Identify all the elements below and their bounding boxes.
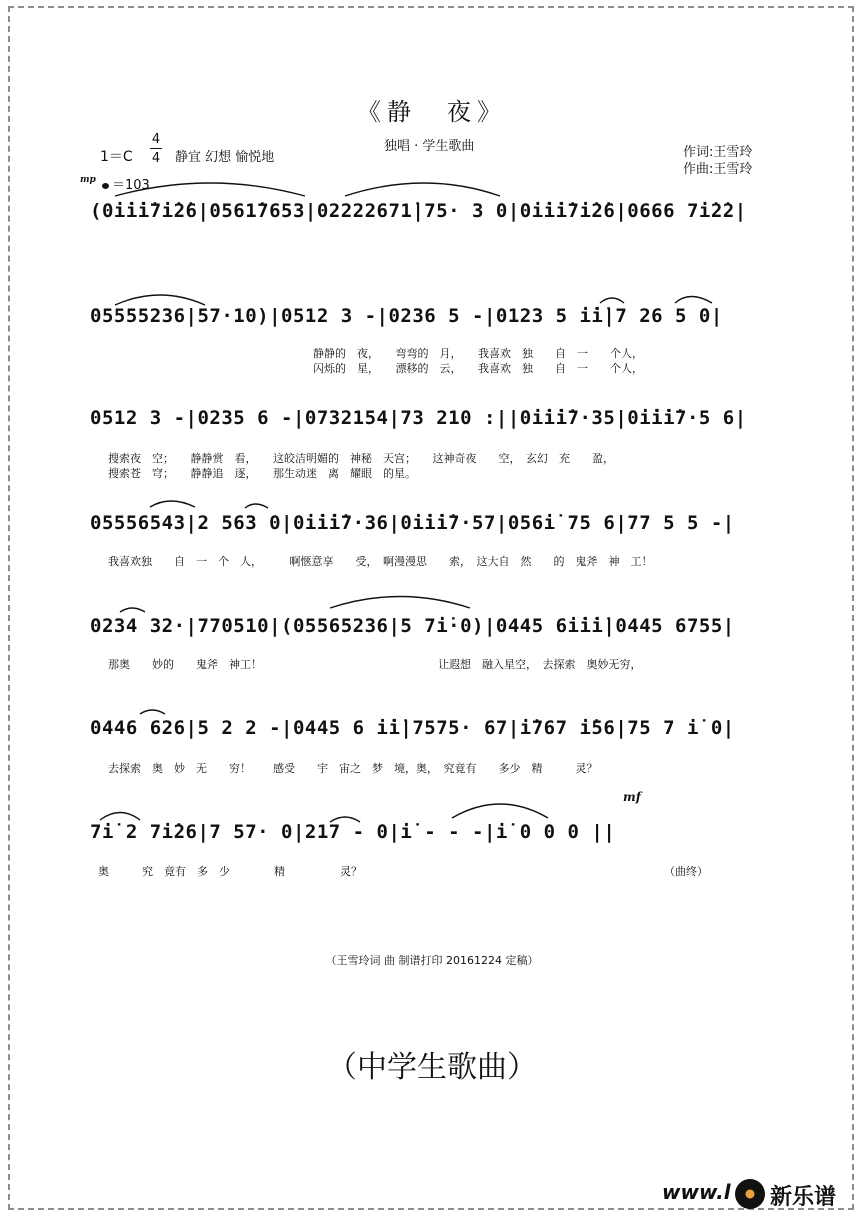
expression-mark: 静宜 幻想 愉悦地 [175, 150, 275, 165]
genre-label: （中学生歌曲） [327, 1050, 537, 1085]
footer-note: （王雪玲词 曲 制谱打印 20161224 定稿） [325, 954, 539, 967]
lyric-line: 去探索 奥 妙 无 穷！ 感受 宇 宙之 梦 境，奥， 究竟有 多少 精 灵？ [108, 762, 598, 775]
subtitle: 独唱 · 学生歌曲 [384, 139, 475, 154]
record-disc-icon [735, 1179, 765, 1209]
lyric-line: 奥 究 竟有 多 少 精 灵？ [98, 865, 362, 878]
composer-credit: 作曲:王雪玲 [683, 162, 753, 177]
key-signature: 1＝C [100, 149, 133, 165]
lyric-line: 静静的 夜， 弯弯的 月， 我喜欢 独 自 一 个人， [313, 347, 643, 360]
score-line-4: 05556543|2 563 0|0i̇i̇i̇7·36|0i̇i̇i̇7·57|056i̇ 75 6|77 5 5 -| [90, 512, 735, 534]
score-line-6: 0446 626|5 2 2 -|0445 6 i̇i̇|7575· 67|i̇767 i̇56|75 7 i̇ 0| [90, 717, 735, 739]
time-denominator: 4 [150, 148, 162, 165]
slur [675, 297, 712, 304]
watermark-url: www.l [662, 1180, 731, 1204]
slur [452, 804, 548, 818]
score-line-1: (0i̇i̇i̇7i̇2̇6|0561̇7653|02222671̇|75· 3 0|0i̇i̇i̇7i̇2̇6|0666 7i̇2̇2| [90, 200, 747, 222]
slur [100, 813, 140, 821]
slur [115, 183, 305, 196]
slur [115, 295, 205, 305]
lyric-line: 搜索夜 空； 静静赏 看， 这皎洁明媚的 神秘 天宫； 这神奇夜 空， 玄幻 充 盈， [108, 452, 614, 465]
lyricist-credit: 作词:王雪玲 [683, 145, 753, 160]
slur [600, 298, 624, 303]
slur [120, 608, 145, 612]
lyric-line: 搜索苍 穹； 静静追 逐， 那生动迷 离 耀眼 的星。 [108, 467, 416, 480]
slur [150, 501, 195, 507]
site-logo-text: 新乐谱 [770, 1185, 837, 1210]
slur [345, 183, 500, 196]
slur [140, 710, 165, 714]
song-title: 《静 夜》 [357, 98, 507, 126]
score-line-2: 05555236|57·10)|0512 3 -|0236 5 -|0123 5 i̇i̇|7 26 5 0| [90, 305, 723, 327]
tempo-value: ＝103 [112, 178, 150, 193]
slur [245, 504, 268, 508]
ending-mark: （曲终） [664, 865, 708, 878]
dynamics-mp: mp [80, 175, 96, 185]
score-line-7: 7i̇ 2 7i̇26|7 57· 0|217 - 0|i̇ - - -|i̇ 0 0 0 || [90, 821, 616, 843]
dynamics-mf: mf [623, 790, 641, 804]
time-numerator: 4 [151, 132, 161, 147]
score-line-3: 0512 3 -|0235 6 -|0732154|73 210 :||0i̇i̇i̇7·35|0i̇i̇i̇7·5 6| [90, 407, 747, 429]
slur [330, 597, 470, 609]
lyric-line: 我喜欢独 自 一 个 人， 啊惬意享 受， 啊漫漫思 索， 这大自 然 的 鬼斧 神 工！ [108, 555, 653, 568]
lyric-line: 那奥 妙的 鬼斧 神工！ 让遐想 融入星空， 去探索 奥妙无穷， [108, 658, 642, 671]
score-line-5: 0234 32·|770510|(05565236|5 7i̇·0)|0445 6i̇i̇i̇|0445 6755| [90, 615, 735, 637]
lyric-line: 闪烁的 星， 漂移的 云， 我喜欢 独 自 一 个人， [313, 362, 643, 375]
